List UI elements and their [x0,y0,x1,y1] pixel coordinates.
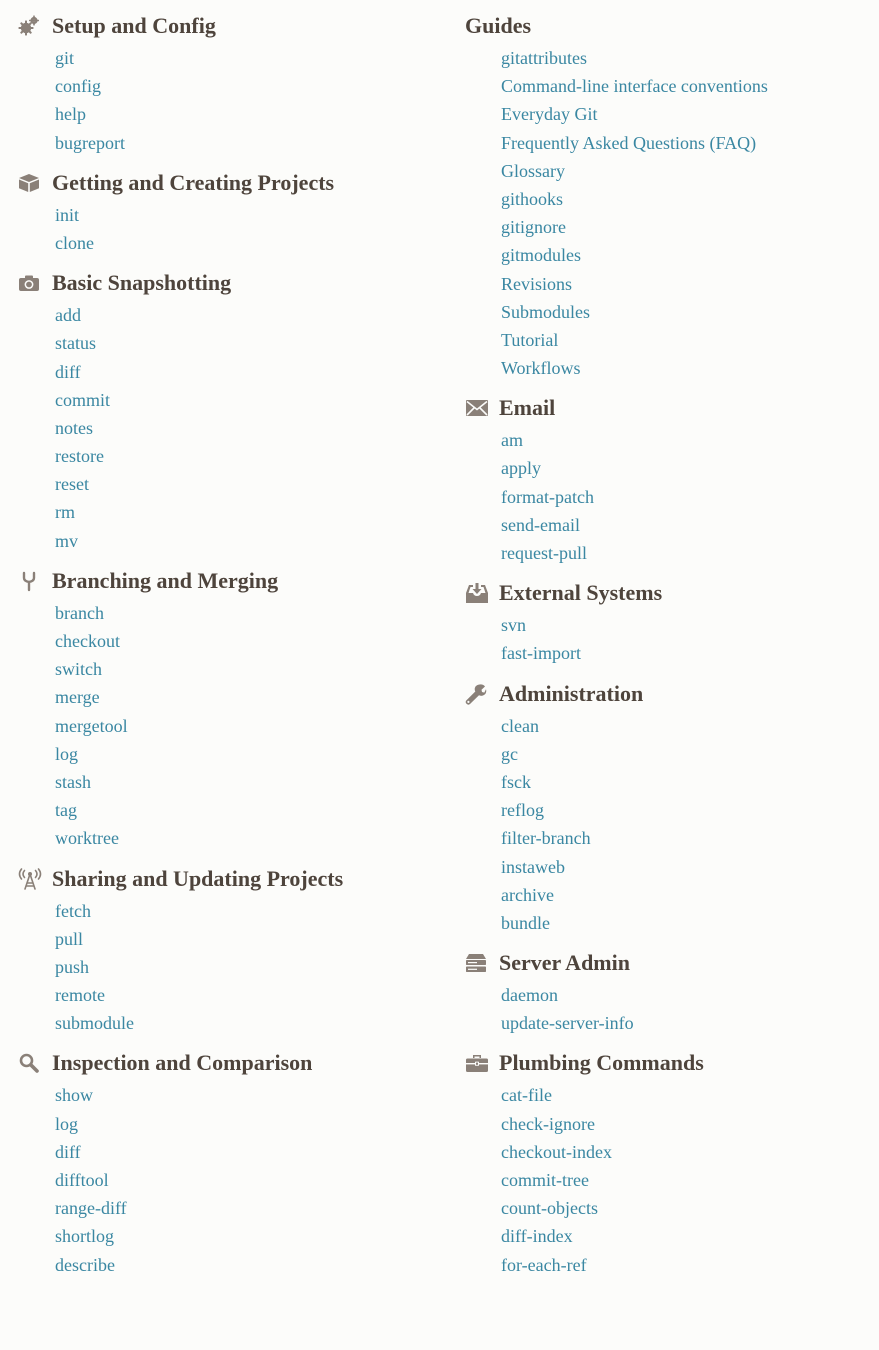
command-link-update-server-info[interactable]: update-server-info [501,1013,634,1034]
list-item [55,1081,438,1109]
section-setup-and-config [18,12,438,157]
list-item [501,909,875,937]
list-item [55,953,438,981]
list-item [501,100,875,128]
section-heading [465,12,875,40]
command-link-apply[interactable]: apply [501,458,541,479]
camera-icon [18,272,42,294]
list-item [501,768,875,796]
list-item [55,1194,438,1222]
envelope-icon [465,397,489,419]
section-title: Guides [465,13,532,38]
command-link-show[interactable]: show [55,1085,94,1106]
list-item [501,157,875,185]
command-link-gc[interactable]: gc [501,743,518,764]
command-link-glossary[interactable]: Glossary [501,160,565,181]
list-item [55,442,438,470]
command-link-merge[interactable]: merge [55,687,100,708]
list-item [55,229,438,257]
command-link-send-email[interactable]: send-email [501,514,580,535]
command-link-worktree[interactable]: worktree [55,828,119,849]
list-item [55,599,438,627]
list-item [501,1194,875,1222]
section-title: Sharing and Updating Projects [52,865,344,891]
command-link-revisions[interactable]: Revisions [501,273,573,294]
command-link-config[interactable]: config [55,76,101,97]
command-link-checkout-index[interactable]: checkout-index [501,1141,612,1162]
command-list [465,1081,875,1278]
command-list [18,897,438,1038]
section-title: Server Admin [499,950,630,976]
command-link-shortlog[interactable]: shortlog [55,1226,115,1247]
list-item [55,655,438,683]
command-link-mv[interactable]: mv [55,530,79,551]
list-item [55,1222,438,1250]
command-list [465,981,875,1037]
section-title: Basic Snapshotting [52,270,232,296]
command-link-switch[interactable]: switch [55,659,102,680]
command-link-command-line-interface-conventions[interactable]: Command-line interface conventions [501,76,768,97]
section-branching-and-merging [18,567,438,853]
list-item [501,539,875,567]
command-link-commit-tree[interactable]: commit-tree [501,1170,589,1190]
command-list [18,44,438,157]
branch-icon [18,570,42,592]
server-icon [465,952,489,974]
command-link-svn[interactable]: svn [501,615,527,636]
list-item [55,414,438,442]
command-link-pull[interactable]: pull [55,928,84,949]
list-item [501,454,875,482]
section-heading [18,269,438,297]
section-sharing-and-updating-projects [18,865,438,1038]
command-link-check-ignore[interactable]: check-ignore [501,1113,595,1134]
command-link-mergetool[interactable]: mergetool [55,715,128,736]
command-link-archive[interactable]: archive [501,884,554,905]
section-inspection-and-comparison [18,1049,438,1278]
toolbox-icon [465,1052,489,1074]
list-item [55,1166,438,1194]
section-heading [18,12,438,40]
list-item [55,796,438,824]
section-email [465,394,875,567]
command-link-describe[interactable]: describe [55,1254,115,1275]
command-link-status[interactable]: status [55,333,97,354]
section-title: Inspection and Comparison [52,1050,313,1076]
section-title: Branching and Merging [52,567,279,593]
command-list [465,426,875,567]
list-item [501,270,875,298]
list-item [55,72,438,100]
command-link-filter-branch[interactable]: filter-branch [501,828,591,849]
command-link-fetch[interactable]: fetch [55,900,91,921]
list-item [501,824,875,852]
section-heading [465,1049,875,1077]
command-link-clone[interactable]: clone [55,232,94,253]
command-link-gitmodules[interactable]: gitmodules [501,245,581,266]
command-link-init[interactable]: init [55,204,80,225]
list-item [55,201,438,229]
section-heading [465,949,875,977]
command-link-notes[interactable]: notes [55,417,93,438]
gears-icon [18,15,42,37]
command-link-am[interactable]: am [501,430,523,451]
section-heading [18,567,438,595]
list-item [501,1222,875,1250]
list-item [55,712,438,740]
command-link-commit[interactable]: commit [55,389,110,410]
list-item [55,301,438,329]
list-item [501,72,875,100]
list-item [55,768,438,796]
section-title: Getting and Creating Projects [52,169,335,195]
command-list [465,44,875,382]
list-item [501,241,875,269]
section-server-admin [465,949,875,1037]
list-item [55,897,438,925]
list-item [501,354,875,382]
command-link-git[interactable]: git [55,48,75,68]
antenna-icon [18,868,42,890]
command-link-diff[interactable]: diff [55,1141,81,1162]
command-link-for-each-ref[interactable]: for-each-ref [501,1254,587,1275]
command-link-log[interactable]: log [55,743,79,764]
list-item [55,824,438,852]
command-link-restore[interactable]: restore [55,446,104,467]
list-item [501,483,875,511]
command-link-add[interactable]: add [55,305,81,326]
list-item [501,1009,875,1037]
command-link-push[interactable]: push [55,956,90,977]
section-heading [465,680,875,708]
section-getting-and-creating-projects [18,169,438,257]
list-item [501,44,875,72]
command-link-tag[interactable]: tag [55,800,77,821]
command-list [18,301,438,555]
list-item [501,881,875,909]
list-item [55,1251,438,1279]
command-link-checkout[interactable]: checkout [55,631,120,651]
list-item [55,498,438,526]
section-title: External Systems [499,580,663,606]
list-item [501,1166,875,1194]
section-title: Plumbing Commands [499,1050,704,1076]
list-item [55,358,438,386]
list-item [55,627,438,655]
command-list [18,599,438,853]
list-item [501,740,875,768]
list-item [501,796,875,824]
section-title: Email [499,395,556,421]
list-item [501,712,875,740]
section-administration [465,680,875,938]
list-item [501,185,875,213]
box-icon [18,172,42,194]
command-link-tutorial[interactable]: Tutorial [501,329,559,350]
list-item [501,213,875,241]
list-item [501,511,875,539]
right-column [465,0,875,1279]
list-item [55,1110,438,1138]
list-item [55,740,438,768]
list-item [55,329,438,357]
command-list [18,1081,438,1278]
command-link-log[interactable]: log [55,1113,79,1134]
section-external-systems [465,579,875,667]
command-link-fast-import[interactable]: fast-import [501,643,581,664]
section-heading [18,169,438,197]
list-item [501,1110,875,1138]
command-link-instaweb[interactable]: instaweb [501,856,565,877]
command-link-clean[interactable]: clean [501,715,539,736]
command-link-count-objects[interactable]: count-objects [501,1198,598,1219]
command-link-request-pull[interactable]: request-pull [501,543,587,563]
list-item [55,129,438,157]
command-link-branch[interactable]: branch [55,602,104,623]
section-heading [465,394,875,422]
command-link-reset[interactable]: reset [55,474,89,495]
command-link-format-patch[interactable]: format-patch [501,486,594,507]
command-link-submodule[interactable]: submodule [55,1013,134,1034]
list-item [501,853,875,881]
list-item [501,981,875,1009]
command-list [18,201,438,257]
section-heading [18,865,438,893]
list-item [501,639,875,667]
inbox-download-icon [465,582,489,604]
list-item [55,100,438,128]
command-link-difftool[interactable]: difftool [55,1170,109,1190]
wrench-icon [465,683,489,705]
command-link-rm[interactable]: rm [55,502,75,523]
command-list [465,712,875,938]
list-item [55,44,438,72]
command-link-remote[interactable]: remote [55,985,105,1006]
command-link-bugreport[interactable]: bugreport [55,132,125,153]
command-link-stash[interactable]: stash [55,771,91,792]
command-link-daemon[interactable]: daemon [501,985,558,1006]
command-link-gitignore[interactable]: gitignore [501,217,566,238]
list-item [501,611,875,639]
list-item [501,1251,875,1279]
command-link-cat-file[interactable]: cat-file [501,1085,552,1106]
search-icon [18,1052,42,1074]
section-basic-snapshotting [18,269,438,555]
command-link-diff-index[interactable]: diff-index [501,1226,573,1247]
section-heading [18,1049,438,1077]
list-item [501,129,875,157]
command-link-reflog[interactable]: reflog [501,800,544,821]
section-plumbing-commands [465,1049,875,1278]
command-link-githooks[interactable]: githooks [501,188,564,209]
list-item [55,925,438,953]
section-title: Administration [499,680,644,706]
list-item [501,298,875,326]
command-list [465,611,875,667]
list-item [55,1009,438,1037]
list-item [55,386,438,414]
command-link-fsck[interactable]: fsck [501,771,531,792]
command-link-workflows[interactable]: Workflows [501,358,581,379]
list-item [55,981,438,1009]
list-item [501,426,875,454]
command-link-bundle[interactable]: bundle [501,912,550,933]
list-item [55,470,438,498]
section-heading [465,579,875,607]
list-item [501,1081,875,1109]
list-item [501,326,875,354]
command-link-submodules[interactable]: Submodules [501,301,591,322]
command-link-range-diff[interactable]: range-diff [55,1198,127,1219]
left-column [18,0,438,1279]
section-guides [465,12,875,382]
section-title: Setup and Config [52,13,216,38]
list-item [501,1138,875,1166]
command-link-frequently-asked-questions-faq[interactable]: Frequently Asked Questions (FAQ) [501,132,757,153]
list-item [55,1138,438,1166]
command-link-help[interactable]: help [55,104,86,125]
command-link-gitattributes[interactable]: gitattributes [501,48,587,68]
list-item [55,527,438,555]
command-link-everyday-git[interactable]: Everyday Git [501,104,598,125]
command-link-diff[interactable]: diff [55,361,81,382]
list-item [55,683,438,711]
